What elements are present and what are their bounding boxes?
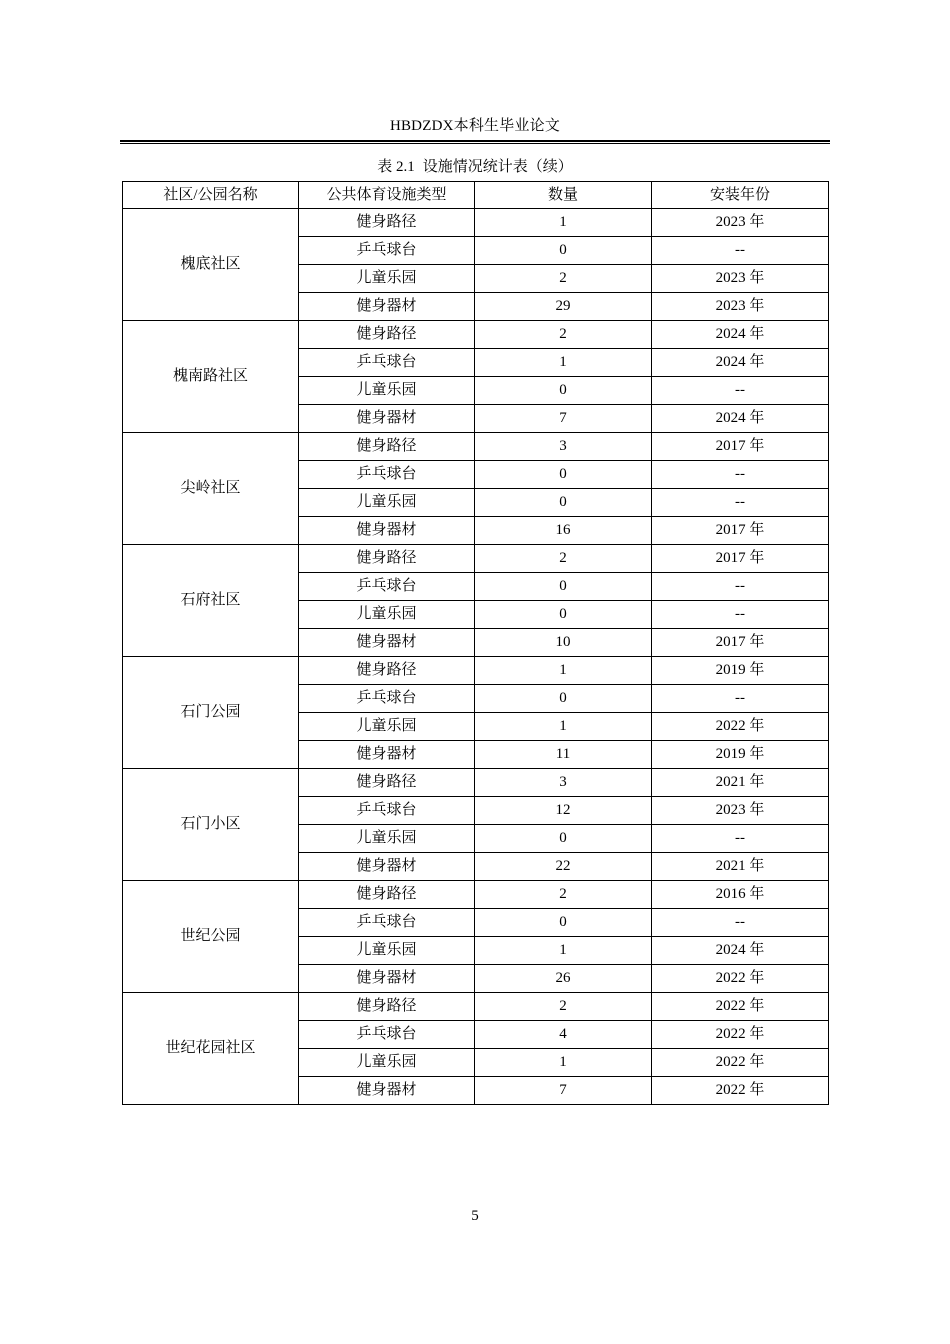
count-cell: 1 [475,713,652,741]
count-cell: 1 [475,657,652,685]
facility-type-cell: 乒乓球台 [299,685,475,713]
install-year-cell: 2023 年 [652,265,829,293]
count-cell: 16 [475,517,652,545]
site-name-cell: 尖岭社区 [123,433,299,545]
install-year-cell: -- [652,685,829,713]
count-cell: 3 [475,433,652,461]
facility-type-cell: 儿童乐园 [299,1049,475,1077]
install-year-cell: -- [652,377,829,405]
facility-type-cell: 健身器材 [299,1077,475,1105]
facility-type-cell: 乒乓球台 [299,909,475,937]
install-year-cell: 2024 年 [652,405,829,433]
count-cell: 7 [475,1077,652,1105]
install-year-cell: -- [652,573,829,601]
count-cell: 0 [475,461,652,489]
facility-type-cell: 健身器材 [299,965,475,993]
table-row [123,545,829,573]
install-year-cell: -- [652,909,829,937]
table-caption-title: 设施情况统计表（续） [422,159,573,175]
count-cell: 3 [475,769,652,797]
install-year-cell: 2021 年 [652,769,829,797]
facility-type-cell: 健身器材 [299,293,475,321]
count-cell: 0 [475,377,652,405]
install-year-cell: -- [652,489,829,517]
count-cell: 1 [475,349,652,377]
install-year-cell: 2016 年 [652,881,829,909]
facility-type-cell: 健身路径 [299,769,475,797]
install-year-cell: 2017 年 [652,629,829,657]
install-year-cell: 2021 年 [652,853,829,881]
count-cell: 7 [475,405,652,433]
site-name-cell: 石门公园 [123,657,299,769]
install-year-cell: 2022 年 [652,1077,829,1105]
site-name-cell: 石府社区 [123,545,299,657]
table-row [123,769,829,797]
count-cell: 1 [475,1049,652,1077]
count-cell: 0 [475,601,652,629]
facility-type-cell: 乒乓球台 [299,1021,475,1049]
page-number: 5 [471,1208,479,1224]
facility-type-cell: 儿童乐园 [299,713,475,741]
install-year-cell: 2023 年 [652,797,829,825]
install-year-cell: 2022 年 [652,993,829,1021]
facility-type-cell: 健身器材 [299,629,475,657]
install-year-cell: 2022 年 [652,1021,829,1049]
table-row [123,881,829,909]
column-header-name: 社区/公园名称 [123,182,299,209]
count-cell: 0 [475,685,652,713]
install-year-cell: 2019 年 [652,657,829,685]
install-year-cell: 2022 年 [652,713,829,741]
install-year-cell: 2023 年 [652,209,829,237]
facility-type-cell: 健身路径 [299,433,475,461]
install-year-cell: 2024 年 [652,321,829,349]
table-row [123,433,829,461]
install-year-cell: -- [652,825,829,853]
table-row [123,321,829,349]
table-row [123,657,829,685]
install-year-cell: 2017 年 [652,545,829,573]
count-cell: 22 [475,853,652,881]
count-cell: 0 [475,909,652,937]
table-caption [0,155,950,176]
facility-type-cell: 儿童乐园 [299,489,475,517]
count-cell: 29 [475,293,652,321]
column-header-year: 安装年份 [652,182,829,209]
count-cell: 4 [475,1021,652,1049]
table-header-row [123,182,829,209]
facility-type-cell: 乒乓球台 [299,349,475,377]
count-cell: 1 [475,937,652,965]
count-cell: 2 [475,993,652,1021]
facility-type-cell: 健身路径 [299,545,475,573]
count-cell: 10 [475,629,652,657]
facility-type-cell: 健身器材 [299,741,475,769]
table-row [123,209,829,237]
facility-type-cell: 健身路径 [299,657,475,685]
facility-type-cell: 健身路径 [299,321,475,349]
facility-statistics-table [122,181,829,1105]
install-year-cell: -- [652,237,829,265]
count-cell: 2 [475,545,652,573]
count-cell: 2 [475,265,652,293]
facility-type-cell: 健身器材 [299,405,475,433]
install-year-cell: -- [652,601,829,629]
install-year-cell: 2019 年 [652,741,829,769]
column-header-type: 公共体育设施类型 [299,182,475,209]
count-cell: 2 [475,321,652,349]
facility-type-cell: 儿童乐园 [299,377,475,405]
site-name-cell: 世纪公园 [123,881,299,993]
install-year-cell: -- [652,461,829,489]
facility-type-cell: 儿童乐园 [299,937,475,965]
site-name-cell: 槐底社区 [123,209,299,321]
count-cell: 0 [475,825,652,853]
install-year-cell: 2022 年 [652,1049,829,1077]
table-caption-label: 表 2.1 [377,159,415,175]
facility-type-cell: 乒乓球台 [299,461,475,489]
column-header-count: 数量 [475,182,652,209]
facility-type-cell: 儿童乐园 [299,825,475,853]
facility-type-cell: 健身路径 [299,209,475,237]
facility-type-cell: 乒乓球台 [299,237,475,265]
install-year-cell: 2022 年 [652,965,829,993]
facility-type-cell: 健身路径 [299,993,475,1021]
facility-type-cell: 儿童乐园 [299,265,475,293]
facility-type-cell: 健身器材 [299,517,475,545]
count-cell: 0 [475,489,652,517]
table-body [123,209,829,1105]
count-cell: 26 [475,965,652,993]
install-year-cell: 2023 年 [652,293,829,321]
site-name-cell: 世纪花园社区 [123,993,299,1105]
install-year-cell: 2017 年 [652,517,829,545]
count-cell: 2 [475,881,652,909]
site-name-cell: 石门小区 [123,769,299,881]
header-rule [120,140,830,144]
count-cell: 1 [475,209,652,237]
count-cell: 0 [475,237,652,265]
facility-type-cell: 乒乓球台 [299,573,475,601]
count-cell: 0 [475,573,652,601]
running-header: HBDZDX本科生毕业论文 [389,118,561,134]
facility-type-cell: 健身路径 [299,881,475,909]
install-year-cell: 2024 年 [652,937,829,965]
install-year-cell: 2024 年 [652,349,829,377]
site-name-cell: 槐南路社区 [123,321,299,433]
count-cell: 12 [475,797,652,825]
install-year-cell: 2017 年 [652,433,829,461]
facility-type-cell: 健身器材 [299,853,475,881]
facility-type-cell: 儿童乐园 [299,601,475,629]
table-row [123,993,829,1021]
count-cell: 11 [475,741,652,769]
facility-type-cell: 乒乓球台 [299,797,475,825]
